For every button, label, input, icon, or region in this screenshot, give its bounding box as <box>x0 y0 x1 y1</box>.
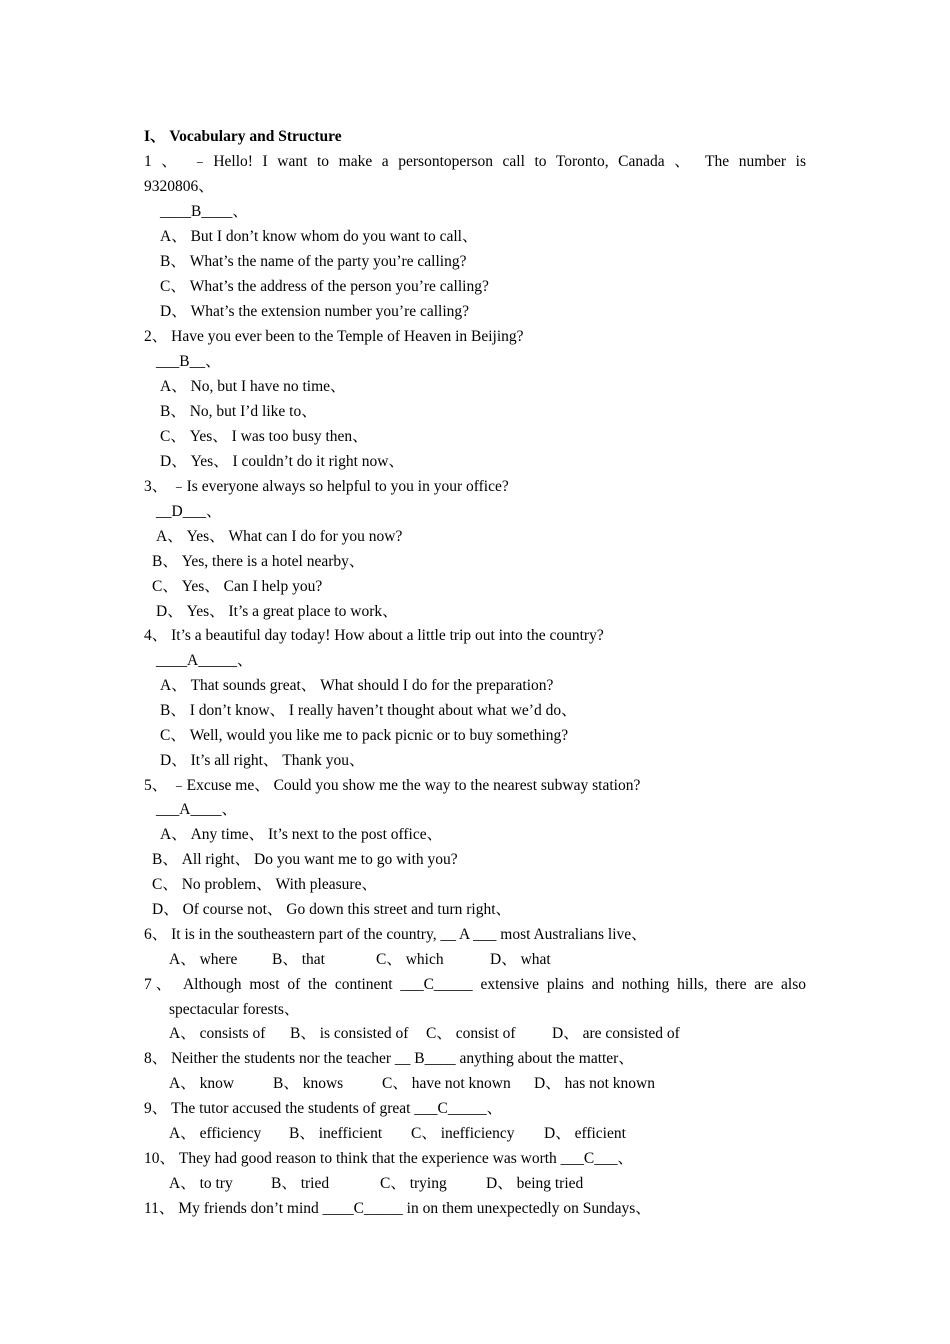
question-9-option-d: D、 efficient <box>544 1125 626 1142</box>
question-9-stem: 9、 The tutor accused the students of great ___C_____、 <box>144 1100 503 1117</box>
question-5-stem: 5、 ﹣Excuse me、 Could you show me the way to the nearest subway station? <box>144 777 641 794</box>
question-2-answer: ___B__、 <box>156 353 221 370</box>
question-2-option-c: C、 Yes、 I was too busy then、 <box>160 428 368 445</box>
question-6-option-a: A、 where <box>169 951 238 968</box>
question-7-option-a: A、 consists of <box>169 1025 266 1042</box>
question-4-answer: ____A_____、 <box>156 652 253 669</box>
question-7-option-c: C、 consist of <box>426 1025 516 1042</box>
question-10-option-c: C、 trying <box>380 1175 447 1192</box>
question-2-option-b: B、 No, but I’d like to、 <box>160 403 317 420</box>
question-8-option-d: D、 has not known <box>534 1075 655 1092</box>
question-5-answer: ___A____、 <box>156 801 237 818</box>
question-4-stem: 4、 It’s a beautiful day today! How about a little trip out into the country? <box>144 627 604 644</box>
question-3-option-b: B、 Yes, there is a hotel nearby、 <box>152 553 365 570</box>
question-7-option-d: D、 are consisted of <box>552 1025 680 1042</box>
question-5-option-d: D、 Of course not、 Go down this street and turn right、 <box>152 901 512 918</box>
question-10-option-d: D、 being tried <box>486 1175 584 1192</box>
question-10-stem: 10、 They had good reason to think that the experience was worth ___C___、 <box>144 1150 633 1167</box>
question-3-option-d: D、 Yes、 It’s a great place to work、 <box>156 603 398 620</box>
question-7-option-b: B、 is consisted of <box>290 1025 409 1042</box>
question-8-option-b: B、 knows <box>273 1075 344 1092</box>
question-3-stem: 3、 ﹣Is everyone always so helpful to you in your office? <box>144 478 509 495</box>
question-1-option-d: D、 What’s the extension number you’re calling? <box>160 303 470 320</box>
question-1-option-c: C、 What’s the address of the person you’re calling? <box>160 278 489 295</box>
question-1-option-a: A、 But I don’t know whom do you want to call、 <box>160 228 478 245</box>
question-10-option-b: B、 tried <box>271 1175 330 1192</box>
question-4-option-d: D、 It’s all right、 Thank you、 <box>160 752 365 769</box>
question-3-answer: __D___、 <box>156 503 222 520</box>
question-2-option-d: D、 Yes、 I couldn’t do it right now、 <box>160 453 404 470</box>
question-4-option-c: C、 Well, would you like me to pack picnic or to buy something? <box>160 727 569 744</box>
question-9-option-a: A、 efficiency <box>169 1125 262 1142</box>
question-3-option-c: C、 Yes、 Can I help you? <box>152 578 323 595</box>
question-9-option-b: B、 inefficient <box>289 1125 383 1142</box>
section-title: I、 Vocabulary and Structure <box>144 128 342 145</box>
question-2-option-a: A、 No, but I have no time、 <box>160 378 346 395</box>
question-5-option-a: A、 Any time、 It’s next to the post office、 <box>160 826 443 843</box>
question-8-stem: 8、 Neither the students nor the teacher __ B____ anything about the matter、 <box>144 1050 634 1067</box>
question-1-answer: ____B____、 <box>160 203 248 220</box>
question-4-option-a: A、 That sounds great、 What should I do for the preparation? <box>160 677 554 694</box>
question-4-option-b: B、 I don’t know、 I really haven’t thought about what we’d do、 <box>160 702 577 719</box>
question-9-option-c: C、 inefficiency <box>411 1125 515 1142</box>
question-6-option-d: D、 what <box>490 951 551 968</box>
question-11-stem: 11、 My friends don’t mind ____C_____ in on them unexpectedly on Sundays、 <box>144 1200 651 1217</box>
question-10-option-a: A、 to try <box>169 1175 233 1192</box>
question-3-option-a: A、 Yes、 What can I do for you now? <box>156 528 403 545</box>
question-6-option-b: B、 that <box>272 951 325 968</box>
question-7-stem: 7、 Although most of the continent ___C_____ extensive plains and nothing hills, there are also <box>144 976 806 993</box>
question-1-option-b: B、 What’s the name of the party you’re calling? <box>160 253 467 270</box>
question-8-option-a: A、 know <box>169 1075 235 1092</box>
question-6-option-c: C、 which <box>376 951 444 968</box>
question-7-stem-cont: spectacular forests、 <box>169 1001 300 1018</box>
question-2-stem: 2、 Have you ever been to the Temple of Heaven in Beijing? <box>144 328 524 345</box>
question-8-option-c: C、 have not known <box>382 1075 511 1092</box>
question-5-option-b: B、 All right、 Do you want me to go with you? <box>152 851 458 868</box>
question-1-stem-cont: 9320806、 <box>144 178 214 195</box>
question-6-stem: 6、 It is in the southeastern part of the country, __ A ___ most Australians live、 <box>144 926 647 943</box>
question-5-option-c: C、 No problem、 With pleasure、 <box>152 876 377 893</box>
question-1-stem: 1 、 ﹣Hello! I want to make a persontoperson call to Toronto, Canada 、 The number is <box>144 153 806 170</box>
